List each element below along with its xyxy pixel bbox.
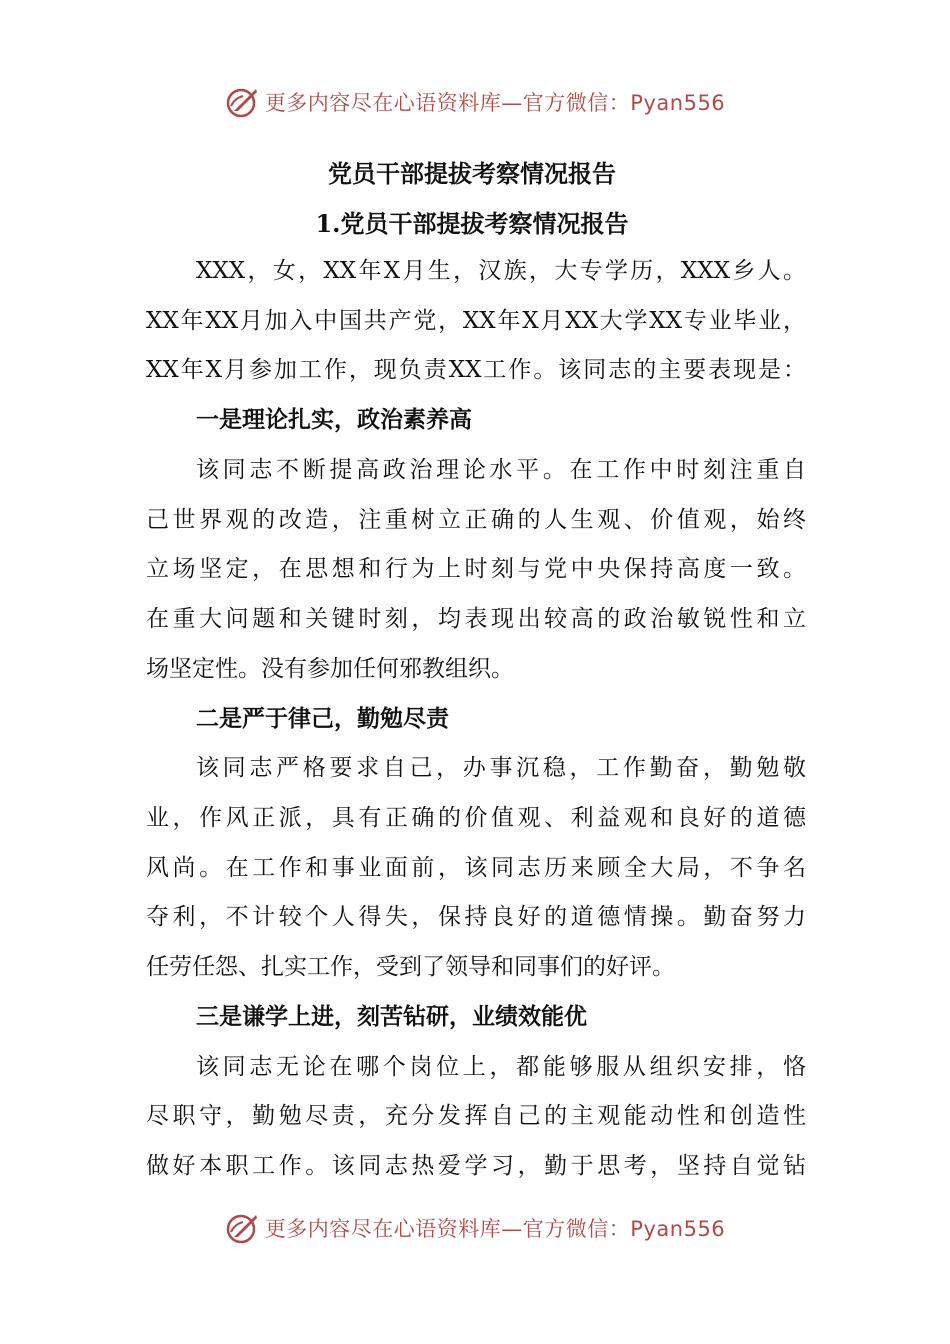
pen-logo-icon	[225, 1210, 261, 1246]
watermark-banner-bottom	[0, 1208, 950, 1248]
watermark-text: 更多内容尽在心语资料库—官方微信：Pyan556	[264, 91, 726, 115]
section-heading: 二是严于律己，勤勉尽责	[196, 705, 449, 732]
watermark-text: 更多内容尽在心语资料库—官方微信：Pyan556	[264, 1217, 726, 1241]
section-title: 1.党员干部提拔考察情况报告	[315, 209, 629, 238]
paragraph-line: 该同志无论在哪个岗位上，都能够服从组织安排，恪	[196, 1054, 806, 1080]
paragraph-line: 场坚定性。没有参加任何邪教组织。	[146, 656, 514, 682]
paragraph-line: 己世界观的改造，注重树立正确的人生观、价值观，始终	[146, 507, 806, 533]
paragraph-line: 该同志不断提高政治理论水平。在工作中时刻注重自	[196, 457, 806, 483]
paragraph-line: 尽职守，勤勉尽责，充分发挥自己的主观能动性和创造性	[146, 1103, 806, 1129]
paragraph-line: 夺利，不计较个人得失，保持良好的道德情操。勤奋努力	[146, 904, 806, 930]
paragraph-line: XX年XX月加入中国共产党，XX年X月XX大学XX专业毕业，	[146, 308, 806, 334]
paragraph-line: 该同志严格要求自己，办事沉稳，工作勤奋，勤勉敬	[196, 755, 806, 781]
section-heading: 三是谦学上进，刻苦钻研，业绩效能优	[196, 1003, 587, 1030]
paragraph-line: 风尚。在工作和事业面前，该同志历来顾全大局，不争名	[146, 855, 806, 881]
page-title: 党员干部提拔考察情况报告	[328, 159, 616, 188]
pen-logo-icon	[225, 84, 261, 120]
paragraph-line: 做好本职工作。该同志热爱学习，勤于思考，坚持自觉钻	[146, 1153, 806, 1179]
paragraph-line: 业，作风正派，具有正确的价值观、利益观和良好的道德	[146, 805, 806, 831]
section-heading: 一是理论扎实，政治素养高	[196, 406, 472, 433]
paragraph-line: 立场坚定，在思想和行为上时刻与党中央保持高度一致。	[146, 556, 806, 582]
watermark-banner-top	[0, 82, 950, 122]
paragraph-line: XX年X月参加工作，现负责XX工作。该同志的主要表现是：	[146, 357, 806, 383]
paragraph-line: 在重大问题和关键时刻，均表现出较高的政治敏锐性和立	[146, 606, 806, 632]
paragraph-line: XXX，女，XX年X月生，汉族，大专学历，XXX乡人。	[196, 258, 806, 284]
paragraph-line: 任劳任怨、扎实工作，受到了领导和同事们的好评。	[146, 954, 675, 980]
